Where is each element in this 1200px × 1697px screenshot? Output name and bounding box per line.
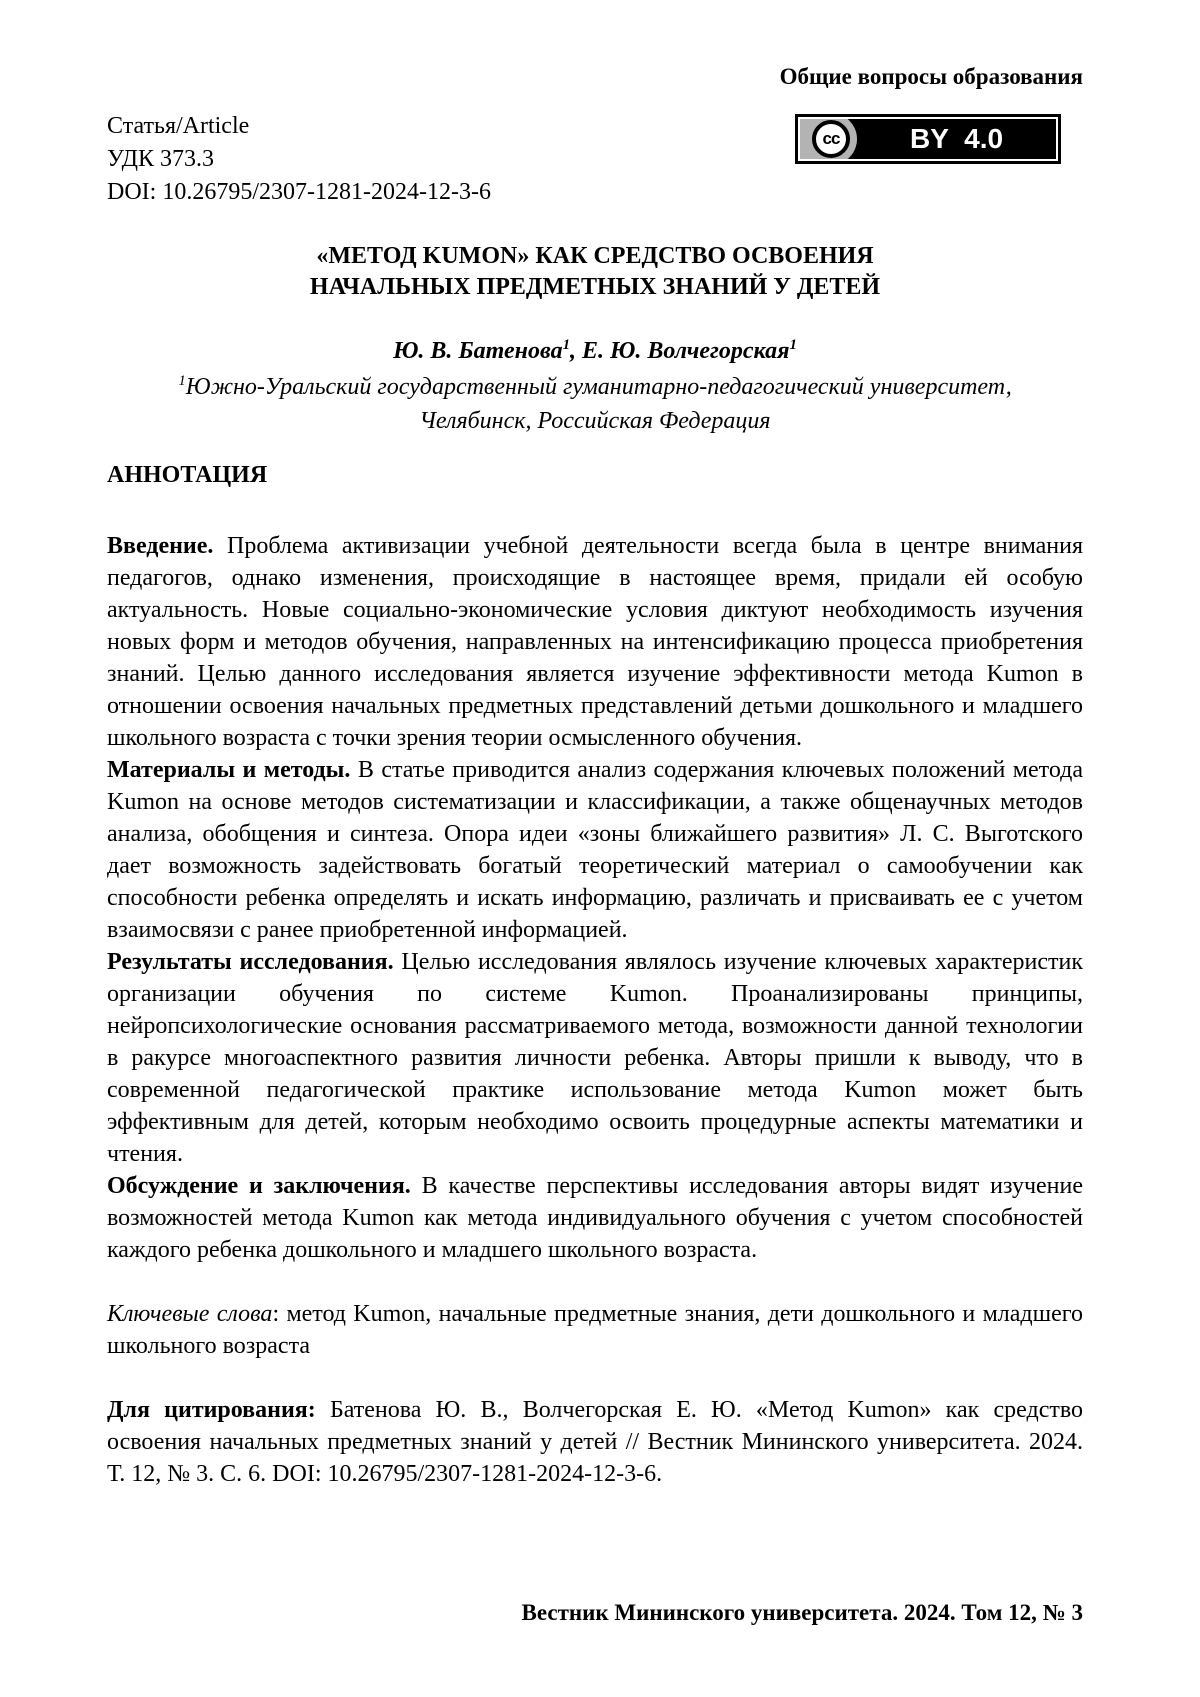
journal-footer: Вестник Мининского университета. 2024. Том 12, № 3	[521, 1600, 1083, 1625]
paragraph-text: В статье приводится анализ содержания ключевых положений метода Kumon на основе методов систематизации и классификации, а также общенаучных методов анализа, обобщения и синтеза. Опора идеи «зоны ближайшего развития» Л. С. Выготского дает возможность задействовать богатый теоретический материал о самообучении как способности ребенка определять и искать информацию, различать и присваивать ее с учетом взаимосвязи с ранее приобретенной информацией.	[107, 757, 1083, 943]
article-type-label: Статья/Article	[107, 113, 250, 139]
udc-label: УДК 373.3	[107, 146, 214, 172]
author-2-affil-marker: 1	[789, 337, 797, 353]
author-2-name: Е. Ю. Волчегорская	[582, 338, 790, 364]
citation-lead: Для цитирования:	[107, 1397, 316, 1423]
doi-label: DOI: 10.26795/2307-1281-2024-12-3-6	[107, 179, 491, 205]
cc-license-label: BY 4.0	[910, 123, 1004, 154]
article-title-line2: НАЧАЛЬНЫХ ПРЕДМЕТНЫХ ЗНАНИЙ У ДЕТЕЙ	[309, 274, 881, 300]
article-title-line1: «МЕТОД KUMON» КАК СРЕДСТВО ОСВОЕНИЯ	[316, 243, 874, 269]
citation-text: Батенова Ю. В., Волчегорская Е. Ю. «Метод Kumon» как средство освоения начальных предметных знаний у детей // Вестник Мининского университета. 2024. Т. 12, № 3. С. 6. DOI: 10.26795/2307-1281-2024-12-3-6.	[107, 1397, 1084, 1487]
article-meta	[107, 110, 491, 209]
cc-badge-inner	[800, 119, 1056, 159]
abstract-paragraph-materials-methods	[107, 754, 1083, 946]
abstract-body	[107, 530, 1083, 1490]
paragraph-lead: Результаты исследования.	[107, 949, 394, 975]
cc-logo-icon	[812, 120, 850, 158]
article-title	[107, 241, 1083, 303]
paragraph-lead: Обсуждение и заключения.	[107, 1173, 411, 1199]
author-1-affil-marker: 1	[562, 337, 571, 353]
abstract-paragraph-introduction	[107, 530, 1083, 754]
abstract-heading: АННОТАЦИЯ	[107, 462, 268, 488]
authors-line	[107, 338, 1083, 365]
paragraph-lead: Введение.	[107, 533, 214, 559]
affiliation-line2: Челябинск, Российская Федерация	[419, 408, 771, 434]
author-1-name: Ю. В. Батенова	[393, 338, 563, 364]
affiliation-line1	[107, 370, 1083, 404]
paragraph-text: В качестве перспективы исследования авторы видят изучение возможностей метода Kumon как метода индивидуального обучения с учетом способностей каждого ребенка дошкольного и младшего школьного возраста.	[107, 1173, 1084, 1263]
keywords-text: : метод Kumon, начальные предметные знания, дети дошкольного и младшего школьного возраста	[107, 1301, 1083, 1359]
authors-separator: ,	[570, 338, 583, 364]
paragraph-text: Проблема активизации учебной деятельности всегда была в центре внимания педагогов, однако изменения, происходящие в настоящее время, придали ей особую актуальность. Новые социально-экономические условия диктуют необходимость изучения новых форм и методов обучения, направленных на интенсификацию процесса приобретения знаний. Целью данного исследования является изучение эффективности метода Kumon в отношении освоения начальных предметных представлений детьми дошкольного и младшего школьного возраста с точки зрения теории осмысленного обучения.	[107, 533, 1083, 751]
keywords-lead: Ключевые слова	[107, 1301, 273, 1327]
affiliation-marker: 1	[178, 373, 186, 389]
paragraph-text: Целью исследования являлось изучение ключевых характеристик организации обучения по системе Kumon. Проанализированы принципы, нейропсихологические основания рассматриваемого метода, возможности данной технологии в ракурсе многоаспектного развития личности ребенка. Авторы пришли к выводу, что в современной педагогической практике использование метода Kumon может быть эффективным для детей, которым необходимо освоить процедурные аспекты математики и чтения.	[107, 949, 1083, 1167]
abstract-paragraph-discussion-conclusions	[107, 1170, 1083, 1266]
abstract-paragraph-results	[107, 946, 1083, 1170]
journal-section-header: Общие вопросы образования	[779, 64, 1083, 89]
keywords-line	[107, 1298, 1083, 1362]
citation-line	[107, 1394, 1083, 1490]
cc-logo-letters: cc	[822, 129, 840, 148]
cc-by-license-badge[interactable]	[795, 114, 1061, 164]
affiliation-block	[107, 370, 1083, 438]
affiliation-institution: Южно-Уральский государственный гуманитарно-педагогический университет,	[185, 374, 1012, 400]
paragraph-lead: Материалы и методы.	[107, 757, 351, 783]
